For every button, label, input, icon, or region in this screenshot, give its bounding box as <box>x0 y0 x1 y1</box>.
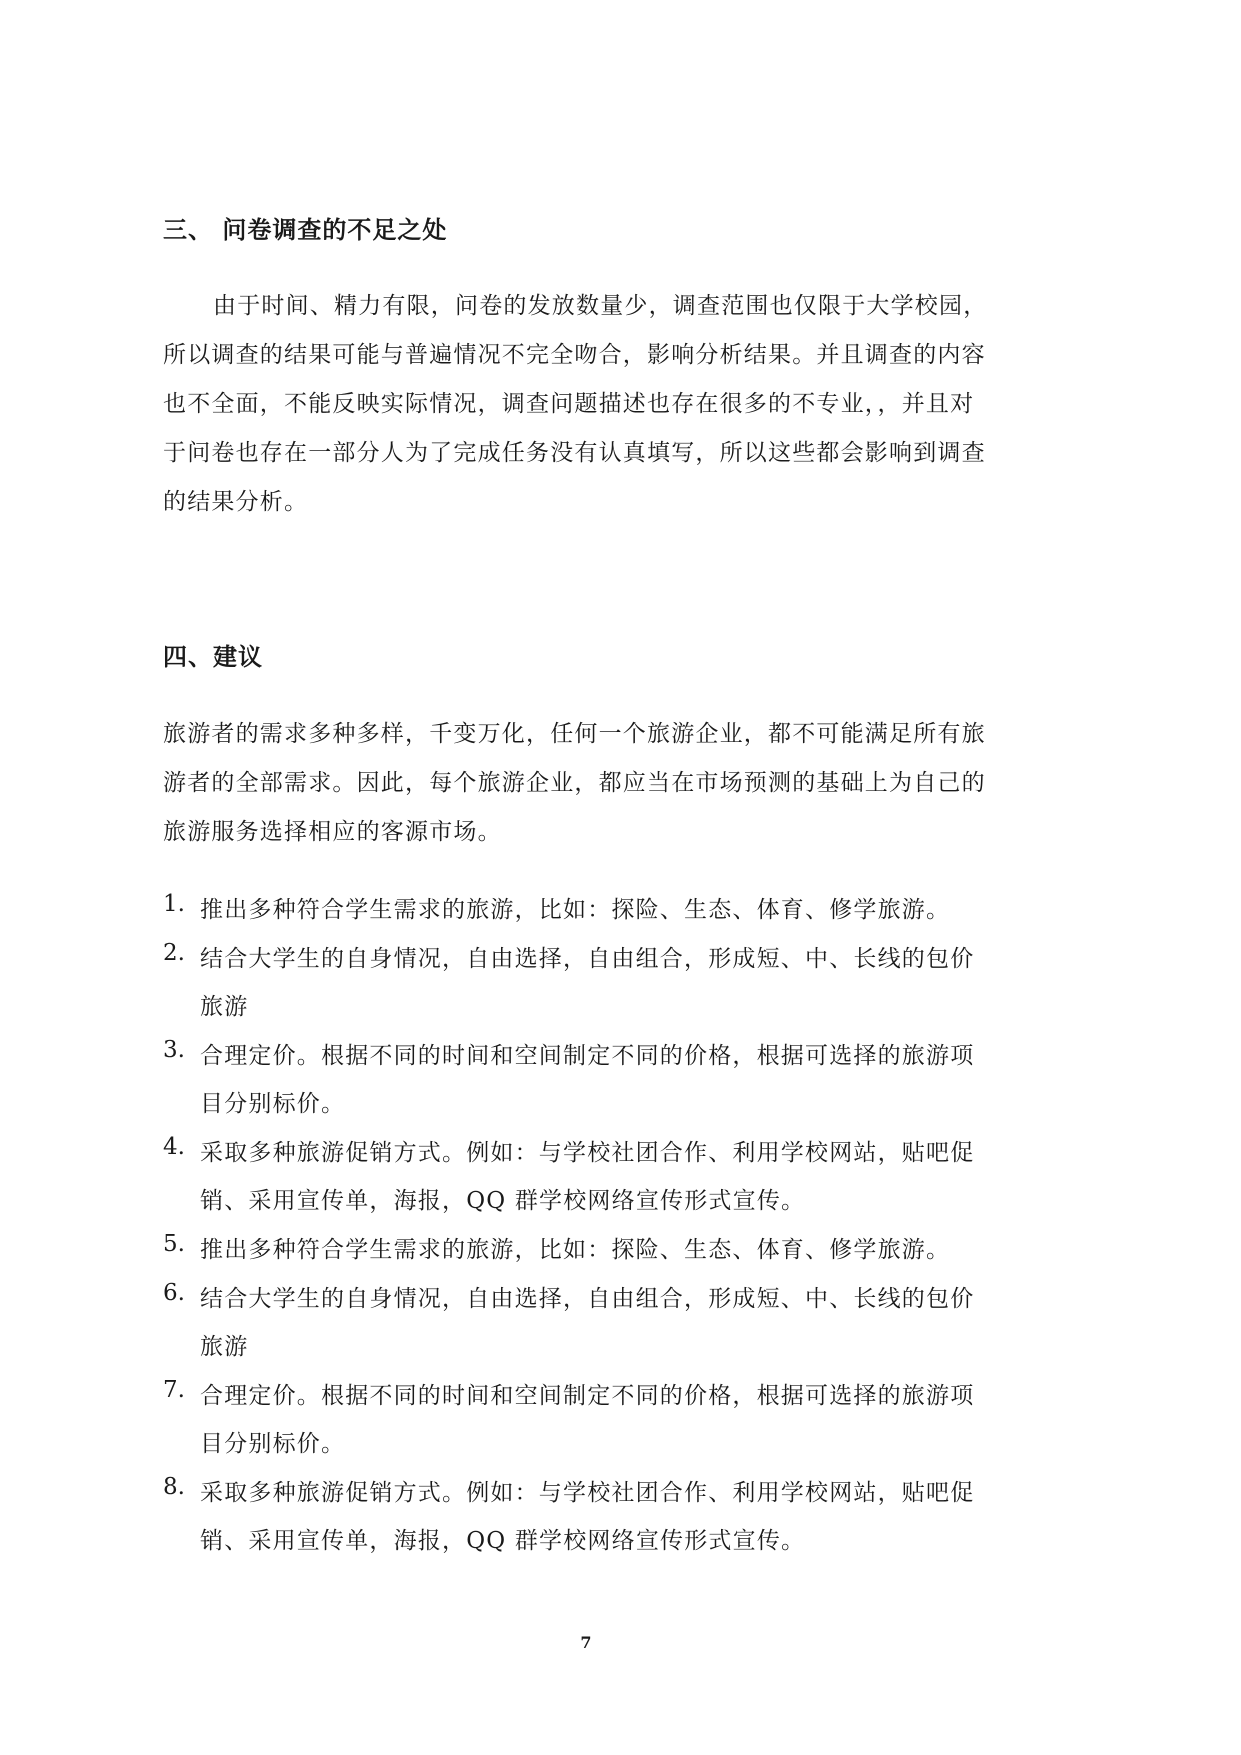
list-item-3-number: 3. <box>163 1037 185 1063</box>
list-item-4-line-1: 采取多种旅游促销方式。例如：与学校社团合作、利用学校网站，贴吧促 <box>200 1140 975 1166</box>
list-item-7-number: 7. <box>163 1377 185 1403</box>
list-item-6-line-1: 结合大学生的自身情况，自由选择，自由组合，形成短、中、长线的包价 <box>200 1286 975 1312</box>
list-item-6-line-2: 旅游 <box>200 1334 249 1360</box>
section-4-intro-line-1: 旅游者的需求多种多样，千变万化，任何一个旅游企业，都不可能满足所有旅 <box>163 721 986 747</box>
list-item-6-number: 6. <box>163 1280 185 1306</box>
list-item-2-line-1: 结合大学生的自身情况，自由选择，自由组合，形成短、中、长线的包价 <box>200 946 975 972</box>
list-item-3-line-2: 目分别标价。 <box>200 1091 346 1117</box>
page-number: 7 <box>580 1633 592 1652</box>
list-item-4-number: 4. <box>163 1134 185 1160</box>
list-item-5-line-1: 推出多种符合学生需求的旅游，比如：探险、生态、体育、修学旅游。 <box>200 1237 951 1263</box>
list-item-7-line-1: 合理定价。根据不同的时间和空间制定不同的价格，根据可选择的旅游项 <box>200 1383 975 1409</box>
section-3-line-5: 的结果分析。 <box>163 489 309 515</box>
section-3-heading: 三、 问卷调查的不足之处 <box>163 215 448 244</box>
list-item-8-line-1: 采取多种旅游促销方式。例如：与学校社团合作、利用学校网站，贴吧促 <box>200 1480 975 1506</box>
list-item-1-number: 1. <box>163 891 185 917</box>
section-4-intro-line-3: 旅游服务选择相应的客源市场。 <box>163 819 502 845</box>
section-3-line-1: 由于时间、精力有限，问卷的发放数量少，调查范围也仅限于大学校园， <box>213 293 988 319</box>
list-item-5-number: 5. <box>163 1231 185 1257</box>
section-4-heading: 四、建议 <box>163 642 263 671</box>
list-item-4-line-2: 销、采用宣传单，海报，QQ 群学校网络宣传形式宣传。 <box>200 1188 806 1214</box>
section-4-intro-line-2: 游者的全部需求。因此，每个旅游企业，都应当在市场预测的基础上为自己的 <box>163 770 986 796</box>
section-3-line-2: 所以调查的结果可能与普遍情况不完全吻合，影响分析结果。并且调查的内容 <box>163 342 986 368</box>
list-item-3-line-1: 合理定价。根据不同的时间和空间制定不同的价格，根据可选择的旅游项 <box>200 1043 975 1069</box>
section-3-line-4: 于问卷也存在一部分人为了完成任务没有认真填写，所以这些都会影响到调查 <box>163 440 986 466</box>
list-item-8-line-2: 销、采用宣传单，海报，QQ 群学校网络宣传形式宣传。 <box>200 1528 806 1554</box>
list-item-8-number: 8. <box>163 1474 185 1500</box>
list-item-2-number: 2. <box>163 940 185 966</box>
list-item-1-line-1: 推出多种符合学生需求的旅游，比如：探险、生态、体育、修学旅游。 <box>200 897 951 923</box>
section-3-line-3: 也不全面，不能反映实际情况，调查问题描述也存在很多的不专业，，并且对 <box>163 391 975 417</box>
list-item-2-line-2: 旅游 <box>200 994 249 1020</box>
list-item-7-line-2: 目分别标价。 <box>200 1431 346 1457</box>
